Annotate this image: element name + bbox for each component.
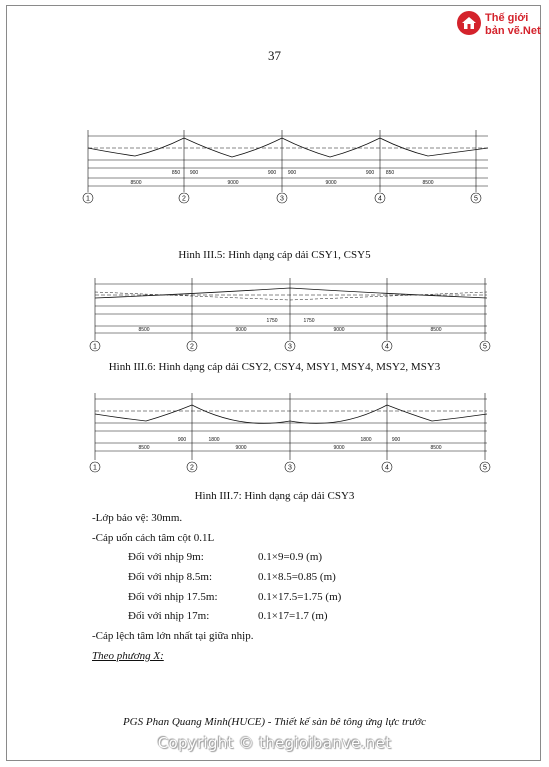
fig1-dim: 900: [287, 170, 297, 176]
fig2-span: 9000: [333, 327, 345, 333]
bend-text: -Cáp uốn cách tâm cột 0.1L: [92, 532, 215, 544]
cover-text: -Lớp bảo vệ: 30mm.: [92, 512, 183, 524]
fig2-axis-label: 2: [190, 343, 194, 351]
row-value: 0.1×8.5=0.85 (m): [258, 571, 336, 583]
figure-caption-1: Hình III.5: Hình dạng cáp dải CSY1, CSY5: [178, 249, 371, 261]
fig3-span: 9000: [235, 445, 247, 451]
fig3-axis-label: 3: [288, 464, 292, 472]
fig2-dim: 1750: [266, 318, 278, 324]
fig3-span: 9000: [333, 445, 345, 451]
section-heading: Theo phương X:: [92, 650, 164, 662]
fig1-axis-label: 4: [378, 195, 382, 203]
fig1-span: 9000: [325, 180, 337, 186]
row-label: Đối với nhịp 9m:: [128, 551, 204, 563]
fig1-dim: 850: [385, 170, 395, 176]
page-number: 37: [268, 48, 281, 63]
fig2-dim: 1750: [303, 318, 315, 324]
copyright-watermark: Copyright © thegioibanve.net: [157, 734, 392, 752]
row-value: 0.1×17.5=1.75 (m): [258, 591, 342, 603]
fig1-axis-label: 3: [280, 195, 284, 203]
row-label: Đối với nhịp 17.5m:: [128, 591, 218, 603]
fig1-dim: 900: [267, 170, 277, 176]
row-label: Đối với nhịp 17m:: [128, 610, 210, 622]
fig1-dim: 900: [189, 170, 199, 176]
fig2-axis-label: 1: [93, 343, 97, 351]
fig1-axis-label: 1: [86, 195, 90, 203]
fig2-axis-label: 4: [385, 343, 389, 351]
fig1-dim: 900: [365, 170, 375, 176]
figure-1: [83, 130, 488, 203]
fig3-axis-label: 2: [190, 464, 194, 472]
fig1-dim: 850: [171, 170, 181, 176]
figure-2: [90, 278, 490, 351]
row-value: 0.1×9=0.9 (m): [258, 551, 323, 563]
fig3-dim: 900: [391, 437, 401, 443]
fig3-dim: 900: [177, 437, 187, 443]
figure-caption-3: Hình III.7: Hình dạng cáp dải CSY3: [194, 490, 355, 502]
page-footer: PGS Phan Quang Minh(HUCE) - Thiết kế sàn bê tông ứng lực trước: [122, 716, 427, 728]
fig2-span: 8500: [430, 327, 442, 333]
fig3-span: 8500: [138, 445, 150, 451]
eccentric-text: -Cáp lệch tâm lớn nhất tại giữa nhịp.: [92, 630, 254, 642]
row-label: Đối với nhịp 8.5m:: [128, 571, 213, 583]
figure-3: [90, 393, 490, 472]
fig3-axis-label: 1: [93, 464, 97, 472]
fig1-axis-label: 2: [182, 195, 186, 203]
fig3-dim: 1800: [360, 437, 372, 443]
fig1-axis-label: 5: [474, 195, 478, 203]
fig2-axis-label: 3: [288, 343, 292, 351]
fig2-axis-label: 5: [483, 343, 487, 351]
fig1-span: 8500: [130, 180, 142, 186]
fig3-span: 8500: [430, 445, 442, 451]
fig1-span: 9000: [227, 180, 239, 186]
logo-text-line2: bản vẽ.Net: [485, 25, 541, 37]
logo-text-line1: Thế giới: [485, 12, 529, 24]
fig3-axis-label: 4: [385, 464, 389, 472]
fig2-span: 8500: [138, 327, 150, 333]
row-value: 0.1×17=1.7 (m): [258, 610, 328, 622]
fig3-axis-label: 5: [483, 464, 487, 472]
figure-caption-2: Hình III.6: Hình dạng cáp dải CSY2, CSY4, MSY1, MSY4, MSY2, MSY3: [108, 361, 441, 373]
fig3-dim: 1800: [208, 437, 220, 443]
fig1-span: 8500: [422, 180, 434, 186]
fig2-span: 9000: [235, 327, 247, 333]
